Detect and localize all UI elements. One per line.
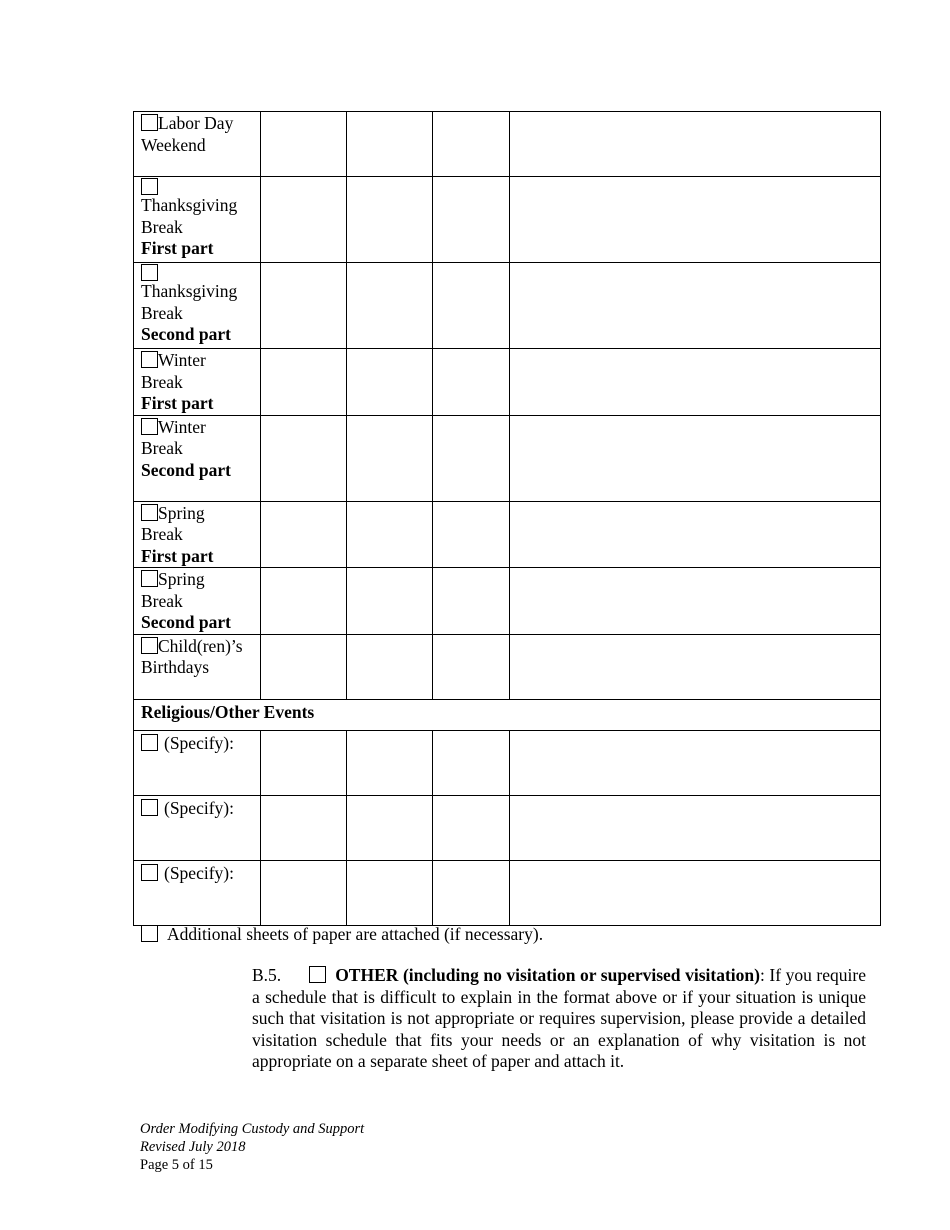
schedule-row [134, 177, 881, 263]
holiday-label-line: Break [141, 216, 183, 237]
schedule-row [134, 501, 881, 568]
holiday-label-line: Spring [158, 569, 205, 589]
holiday-label-line: Winter [158, 416, 206, 437]
schedule-row [134, 634, 881, 699]
schedule-cell[interactable] [433, 177, 510, 263]
holiday-label-cell [134, 112, 261, 177]
specify-label: (Specify): [164, 797, 234, 818]
footer-page-number: Page 5 of 15 [140, 1157, 213, 1173]
schedule-cell[interactable] [261, 860, 347, 925]
specify-label-cell [134, 730, 261, 795]
schedule-row [134, 112, 881, 177]
holiday-label-cell [134, 263, 261, 349]
schedule-cell[interactable] [347, 177, 433, 263]
specify-row [134, 860, 881, 925]
holiday-part-label: Second part [141, 612, 231, 632]
schedule-cell[interactable] [347, 634, 433, 699]
b5-number: B.5. [252, 965, 282, 985]
page-footer [140, 1120, 364, 1174]
additional-sheets-line [141, 924, 543, 945]
holiday-checkbox[interactable] [141, 264, 158, 281]
schedule-cell[interactable] [347, 415, 433, 501]
section-b5 [252, 965, 866, 1073]
holiday-label-cell [134, 501, 261, 568]
schedule-cell[interactable] [510, 860, 881, 925]
schedule-cell[interactable] [261, 263, 347, 349]
holiday-label-line: Break [141, 371, 183, 392]
schedule-cell[interactable] [261, 112, 347, 177]
schedule-cell[interactable] [510, 177, 881, 263]
holiday-label-line: Winter [158, 350, 206, 370]
holiday-label-cell [134, 634, 261, 699]
holiday-checkbox[interactable] [141, 178, 158, 195]
holiday-part-label: First part [141, 393, 214, 413]
specify-checkbox[interactable] [141, 799, 158, 816]
schedule-cell[interactable] [261, 634, 347, 699]
schedule-cell[interactable] [347, 568, 433, 635]
additional-sheets-text: Additional sheets of paper are attached (if necessary). [167, 924, 544, 944]
schedule-row [134, 568, 881, 635]
schedule-cell[interactable] [261, 349, 347, 416]
schedule-cell[interactable] [510, 501, 881, 568]
schedule-cell[interactable] [261, 568, 347, 635]
schedule-cell[interactable] [433, 112, 510, 177]
holiday-part-label: Second part [141, 459, 231, 480]
holiday-label-line: Break [141, 524, 183, 544]
holiday-checkbox[interactable] [141, 351, 158, 368]
holiday-part-label: First part [141, 545, 214, 566]
schedule-cell[interactable] [433, 349, 510, 416]
holiday-label-cell [134, 568, 261, 635]
schedule-cell[interactable] [261, 795, 347, 860]
schedule-cell[interactable] [261, 501, 347, 568]
specify-label: (Specify): [164, 862, 234, 883]
schedule-cell[interactable] [510, 730, 881, 795]
schedule-cell[interactable] [510, 263, 881, 349]
schedule-cell[interactable] [510, 795, 881, 860]
schedule-cell[interactable] [347, 860, 433, 925]
b5-body: : If you require a schedule that is difficult to explain in the format above or if your situation is unique such that visitation is not appropriate or requires supervision, please provide a detailed visitation schedule that fits your needs or an explanation of why visitation is not appropriate on a separate sheet of paper and attach it. [252, 965, 866, 1071]
holiday-label-line: Break [141, 590, 183, 611]
footer-form-name: Order Modifying Custody and Support [140, 1121, 365, 1137]
holiday-label-line: Thanksgiving [141, 195, 238, 215]
specify-checkbox[interactable] [141, 734, 158, 751]
schedule-cell[interactable] [433, 263, 510, 349]
holiday-label-cell [134, 349, 261, 416]
schedule-cell[interactable] [261, 177, 347, 263]
schedule-cell[interactable] [347, 730, 433, 795]
holiday-checkbox[interactable] [141, 418, 158, 435]
holiday-label-cell [134, 415, 261, 501]
schedule-row [134, 349, 881, 416]
schedule-cell[interactable] [433, 730, 510, 795]
schedule-cell[interactable] [510, 568, 881, 635]
holiday-label-line: Birthdays [141, 657, 210, 677]
specify-checkbox[interactable] [141, 864, 158, 881]
holiday-label-line: Break [141, 438, 183, 458]
holiday-label-line: Spring [158, 502, 205, 523]
schedule-cell[interactable] [261, 730, 347, 795]
schedule-cell[interactable] [433, 634, 510, 699]
schedule-cell[interactable] [510, 634, 881, 699]
holiday-checkbox[interactable] [141, 637, 158, 654]
schedule-cell[interactable] [433, 568, 510, 635]
holiday-part-label: Second part [141, 324, 231, 344]
footer-revised: Revised July 2018 [140, 1139, 246, 1155]
schedule-cell[interactable] [347, 795, 433, 860]
holiday-label-line: Weekend [141, 134, 206, 155]
schedule-row [134, 263, 881, 349]
holiday-checkbox[interactable] [141, 504, 158, 521]
section-header: Religious/Other Events [134, 699, 881, 730]
schedule-cell[interactable] [510, 415, 881, 501]
schedule-cell[interactable] [433, 795, 510, 860]
b5-other-checkbox[interactable] [309, 966, 326, 983]
schedule-cell[interactable] [347, 112, 433, 177]
schedule-cell[interactable] [510, 112, 881, 177]
schedule-cell[interactable] [347, 501, 433, 568]
holiday-part-label: First part [141, 238, 214, 258]
schedule-cell[interactable] [433, 415, 510, 501]
holiday-label-line: Labor Day [158, 113, 234, 133]
holiday-schedule-table [133, 111, 881, 926]
specify-row [134, 730, 881, 795]
schedule-cell[interactable] [347, 263, 433, 349]
schedule-cell[interactable] [433, 860, 510, 925]
holiday-label-line: Thanksgiving [141, 281, 238, 301]
schedule-cell[interactable] [510, 349, 881, 416]
schedule-cell[interactable] [433, 501, 510, 568]
schedule-row [134, 415, 881, 501]
holiday-label-line: Child(ren)’s [158, 635, 243, 656]
section-header-row [134, 699, 881, 730]
b5-title: OTHER (including no visitation or supervised visitation) [335, 965, 760, 985]
schedule-cell[interactable] [261, 415, 347, 501]
holiday-checkbox[interactable] [141, 114, 158, 131]
schedule-cell[interactable] [347, 349, 433, 416]
holiday-label-line: Break [141, 302, 183, 323]
specify-label: (Specify): [164, 732, 234, 753]
holiday-label-cell [134, 177, 261, 263]
specify-label-cell [134, 795, 261, 860]
specify-label-cell [134, 860, 261, 925]
specify-row [134, 795, 881, 860]
additional-sheets-checkbox[interactable] [141, 925, 158, 942]
holiday-checkbox[interactable] [141, 570, 158, 587]
